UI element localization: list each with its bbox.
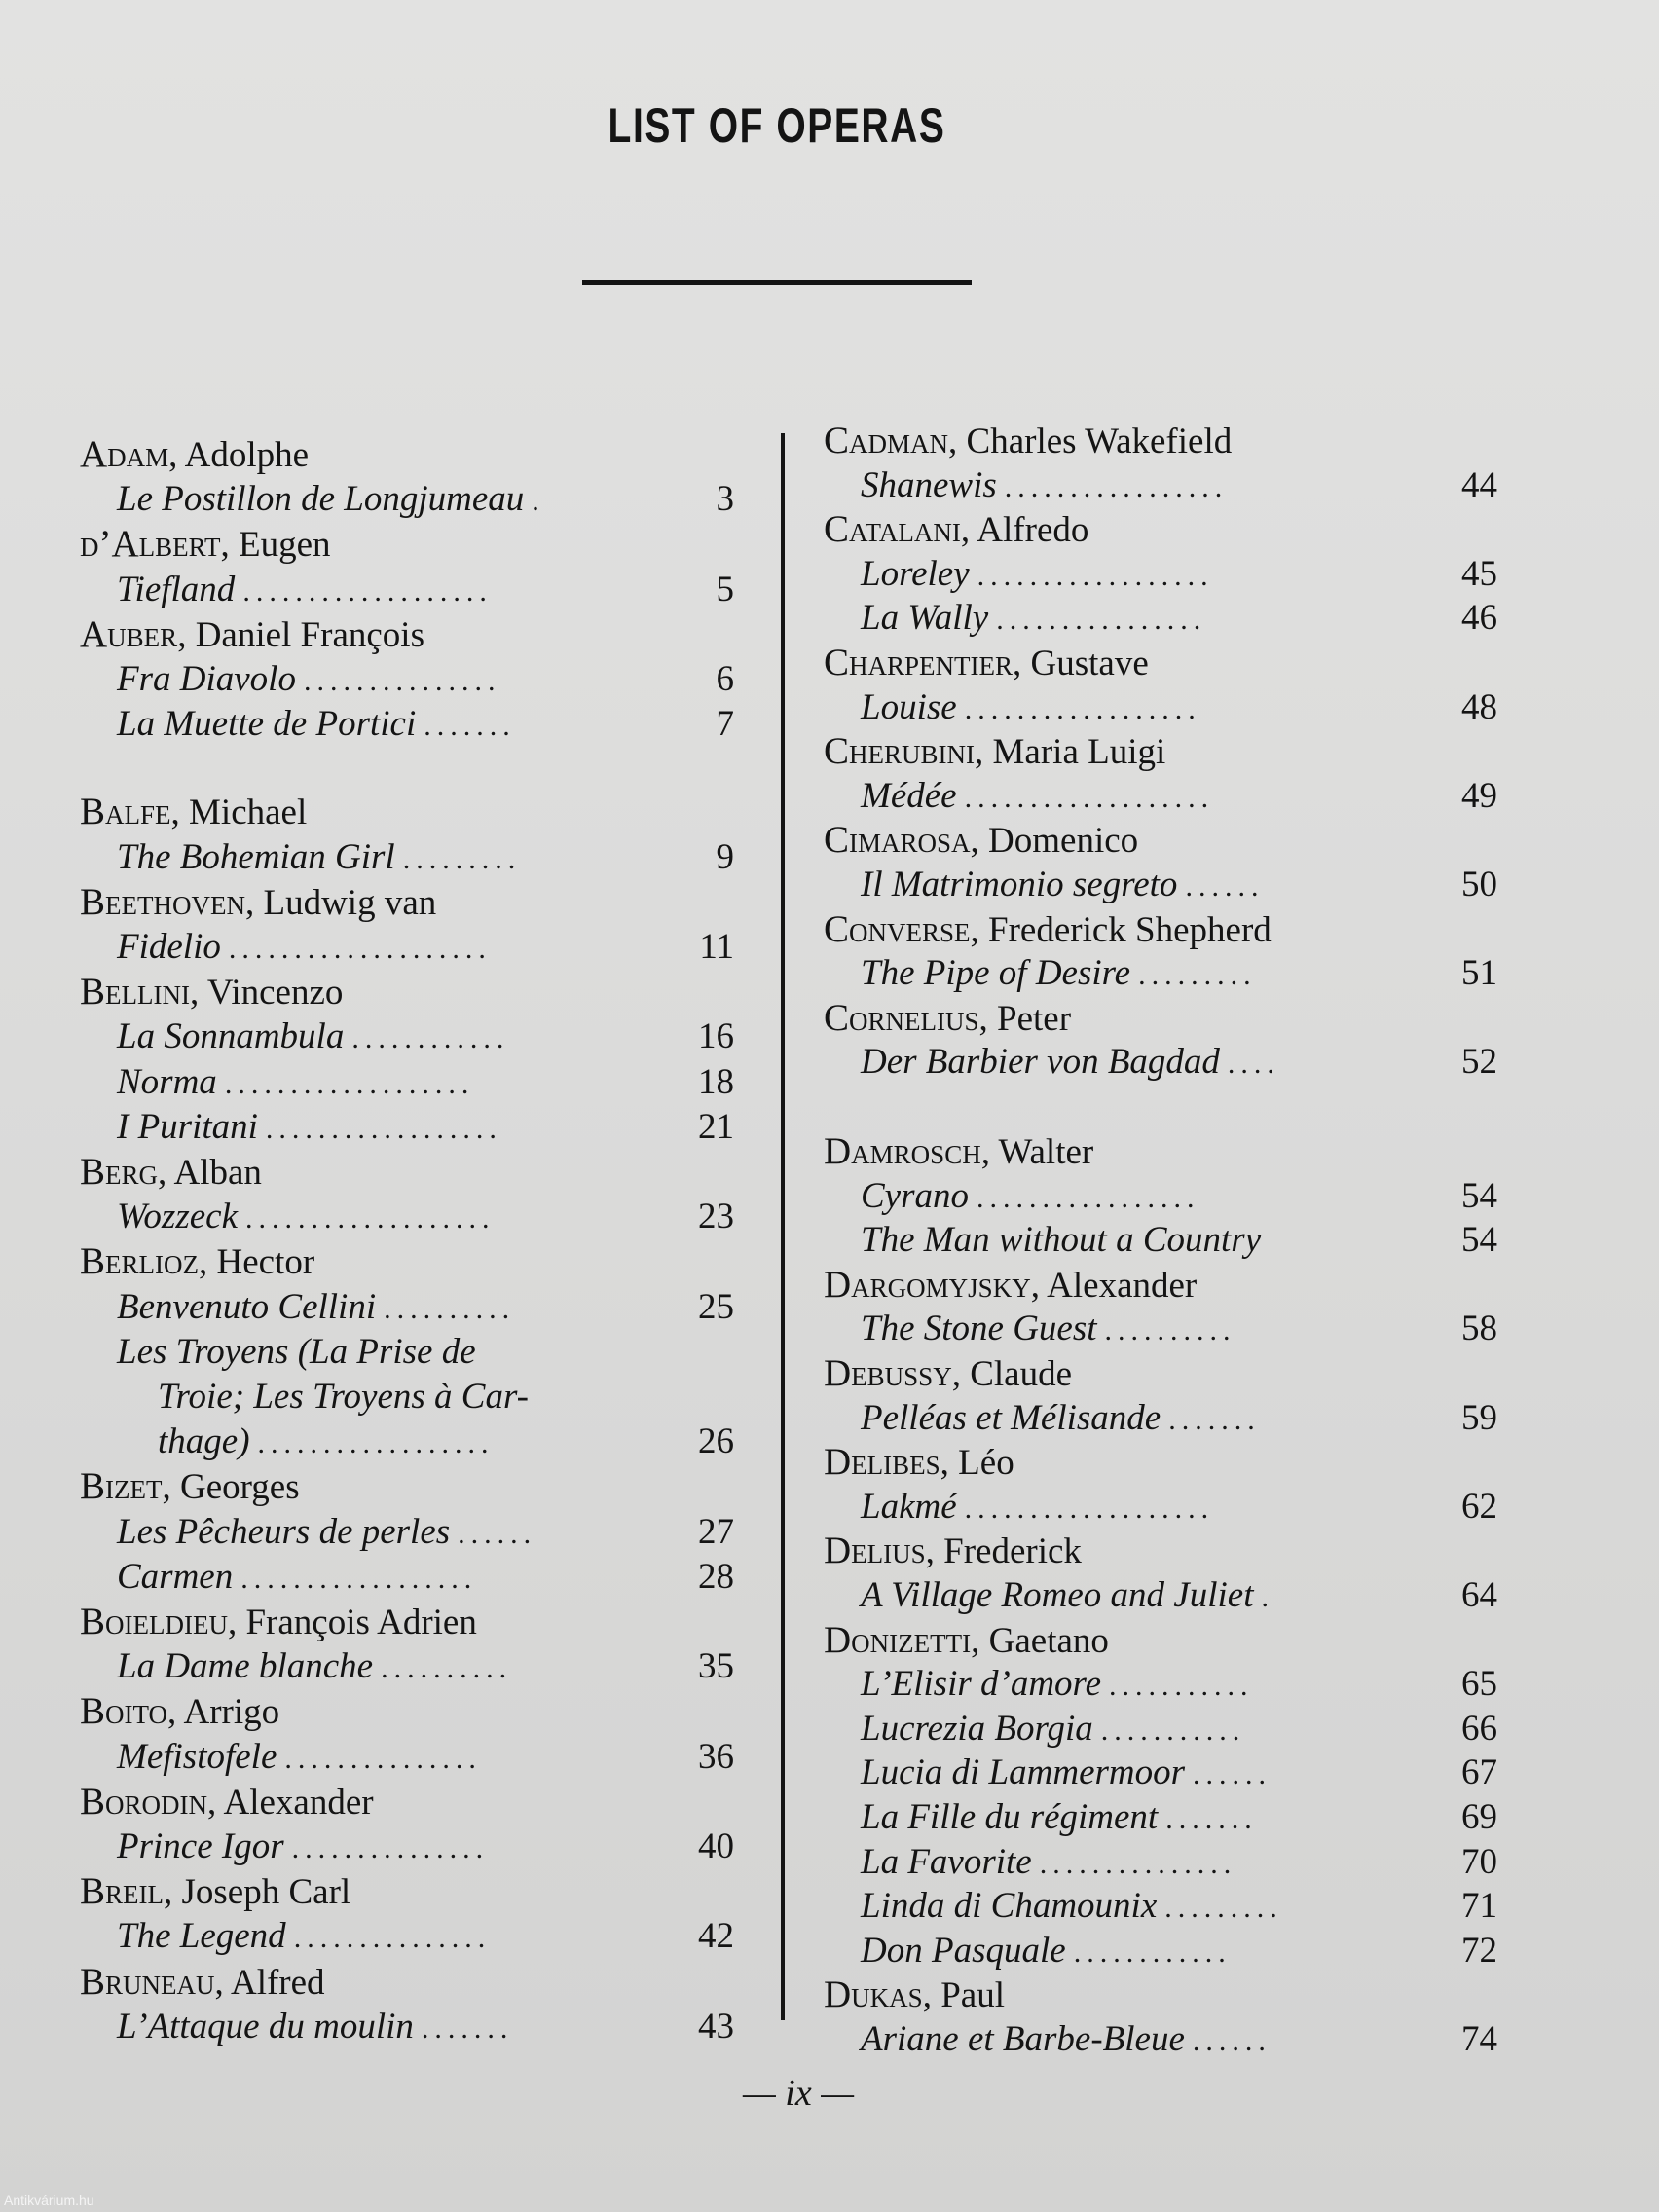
opera-entry [824, 1174, 1497, 1219]
composer-forename: , Gaetano [971, 1620, 1109, 1661]
page-ref: 44 [1461, 464, 1497, 505]
composer-entry [80, 1780, 734, 1825]
composer-forename: , Alfred [214, 1962, 325, 2003]
opera-title: La Fille du régiment [861, 1797, 1159, 1837]
composer-entry [80, 1239, 734, 1284]
page-ref: 18 [698, 1061, 734, 1102]
opera-title: A Village Romeo and Juliet [861, 1575, 1254, 1615]
leader-dots: ....... [421, 2011, 514, 2045]
composer-surname: Dargomyjsky [824, 1263, 1031, 1306]
leader-dots: ......... [402, 842, 522, 875]
opera-title: Shanewis [861, 464, 997, 505]
opera-entry [824, 1040, 1497, 1085]
leader-dots: .......... [381, 1652, 513, 1685]
page-ref: 36 [698, 1736, 734, 1777]
opera-title: Wozzeck [117, 1197, 238, 1237]
composer-entry [824, 729, 1497, 774]
composer-forename: , Alfredo [960, 510, 1089, 551]
composer-forename: , Peter [978, 998, 1072, 1039]
opera-entry [824, 1751, 1497, 1795]
opera-entry [824, 1307, 1497, 1351]
opera-entry [824, 1573, 1497, 1618]
opera-title: Ariane et Barbe-Bleue [861, 2019, 1185, 2059]
opera-title: La Favorite [861, 1841, 1032, 1882]
page-ref: 59 [1461, 1397, 1497, 1438]
composer-entry [80, 880, 734, 925]
column-divider [781, 433, 785, 2020]
opera-entry [80, 1105, 734, 1150]
composer-forename: , Hector [199, 1242, 315, 1283]
leader-dots: ................... [964, 1492, 1215, 1525]
composer-entry [824, 1972, 1497, 2017]
leader-dots: ................... [964, 781, 1215, 814]
composer-entry [80, 1689, 734, 1734]
composer-entry [824, 818, 1497, 863]
composer-entry [80, 1464, 734, 1509]
composer-surname: Delibes [824, 1441, 940, 1484]
opera-title: La Muette de Portici [117, 704, 417, 745]
opera-entry [824, 2017, 1497, 2062]
opera-entry [824, 1840, 1497, 1885]
composer-forename: , Eugen [220, 525, 331, 566]
opera-entry [80, 1510, 734, 1555]
composer-entry [824, 907, 1497, 952]
leader-dots: ............ [351, 1022, 510, 1055]
composer-entry [80, 1600, 734, 1644]
opera-entry [80, 702, 734, 747]
opera-title: Médée [861, 775, 957, 816]
composer-forename: , Vincenzo [189, 973, 344, 1014]
composer-surname: Catalani [824, 508, 961, 551]
page-ref: 16 [698, 1016, 734, 1057]
page-ref: 64 [1461, 1575, 1497, 1615]
opera-title: Troie; Les Troyens à Car- [158, 1377, 529, 1417]
composer-forename: , Frederick Shepherd [970, 909, 1272, 950]
leader-dots: .................. [257, 1427, 495, 1460]
opera-entry [80, 2005, 734, 2049]
leader-dots: .................. [964, 692, 1201, 725]
opera-title: The Pipe of Desire [861, 953, 1131, 994]
opera-entry [824, 1707, 1497, 1751]
composer-surname: Adam [80, 433, 169, 475]
leader-dots: ............... [1039, 1847, 1237, 1880]
opera-entry [80, 1330, 734, 1375]
opera-title: The Bohemian Girl [117, 836, 395, 877]
page-ref: 71 [1461, 1886, 1497, 1927]
composer-forename: , Domenico [970, 821, 1139, 862]
composer-entry [80, 612, 734, 657]
composer-forename: , Alexander [1030, 1265, 1198, 1306]
opera-title: Norma [117, 1061, 217, 1102]
page-ref: 69 [1461, 1797, 1497, 1837]
composer-forename: , Gustave [1013, 644, 1149, 683]
composer-forename: , Joseph Carl [164, 1872, 351, 1913]
opera-entry [80, 1014, 734, 1059]
opera-title: Le Postillon de Longjumeau [117, 479, 525, 520]
page-ref: 35 [698, 1646, 734, 1687]
composer-entry [824, 1440, 1497, 1485]
leader-dots: ............ [1073, 1936, 1232, 1969]
leader-dots: ...... [1192, 2025, 1272, 2057]
opera-title: Pelléas et Mélisande [861, 1397, 1161, 1438]
composer-forename: , Georges [162, 1467, 300, 1508]
composer-forename: , Maria Luigi [975, 732, 1166, 773]
page-ref: 70 [1461, 1841, 1497, 1882]
page-ref: 6 [716, 659, 734, 699]
composer-entry [824, 1351, 1497, 1396]
composer-entry [80, 1960, 734, 2005]
opera-entry [80, 1060, 734, 1105]
composer-surname: Delius [824, 1530, 926, 1572]
composer-surname: Cornelius [824, 996, 979, 1039]
opera-entry [824, 1884, 1497, 1929]
leader-dots: .................... [228, 933, 492, 965]
opera-entry [80, 1375, 734, 1419]
composer-surname: Charpentier [824, 642, 1014, 683]
opera-title: La Sonnambula [117, 1016, 345, 1057]
leader-dots: . [1261, 1581, 1274, 1613]
composer-entry [80, 432, 734, 477]
page-ref: 42 [698, 1916, 734, 1957]
composer-surname: Dukas [824, 1973, 923, 2016]
leader-dots: ...... [458, 1517, 537, 1550]
leader-dots: . [532, 485, 545, 518]
opera-entry [80, 925, 734, 970]
opera-entry [80, 1419, 734, 1464]
composer-surname: Berlioz [80, 1240, 199, 1283]
page-ref: 54 [1461, 1175, 1497, 1216]
composer-entry [80, 970, 734, 1014]
composer-surname: Bruneau [80, 1960, 215, 2003]
leader-dots: ................... [245, 1202, 496, 1235]
leader-dots: ....... [424, 710, 516, 743]
composer-entry [824, 419, 1497, 463]
opera-title: Lucia di Lammermoor [861, 1752, 1186, 1793]
composer-surname: Donizetti [824, 1618, 972, 1661]
composer-surname: Damrosch [824, 1130, 981, 1172]
composer-forename: , Ludwig van [244, 882, 437, 923]
opera-title: L’Elisir d’amore [861, 1664, 1102, 1705]
page-ref: 67 [1461, 1752, 1497, 1793]
leader-dots: ............... [303, 665, 501, 697]
leader-dots: .................. [977, 559, 1214, 592]
opera-title: I Puritani [117, 1106, 258, 1147]
composer-entry [824, 996, 1497, 1041]
page-ref: 25 [698, 1286, 734, 1327]
page-ref: 48 [1461, 686, 1497, 727]
opera-entry [80, 477, 734, 522]
composer-surname: Converse [824, 907, 971, 950]
page-ref: 23 [698, 1197, 734, 1237]
opera-entry [824, 774, 1497, 819]
composer-entry [824, 1529, 1497, 1573]
leader-dots: ................... [224, 1067, 475, 1100]
opera-title: The Legend [117, 1916, 286, 1957]
opera-entry [80, 835, 734, 880]
opera-title: Tiefland [117, 569, 236, 609]
page-ref: 21 [698, 1106, 734, 1147]
page-ref: 3 [716, 479, 734, 520]
page-ref: 27 [698, 1511, 734, 1552]
opera-title: L’Attaque du moulin [117, 2006, 414, 2046]
page-ref: 26 [698, 1421, 734, 1462]
page-ref: 52 [1461, 1042, 1497, 1083]
leader-dots: .......... [1104, 1314, 1236, 1347]
leader-dots: ............... [284, 1742, 482, 1775]
opera-title: La Dame blanche [117, 1646, 374, 1687]
leader-dots: ................ [996, 604, 1207, 637]
opera-entry [824, 1396, 1497, 1441]
page-ref: 5 [716, 569, 734, 609]
composer-entry [80, 1150, 734, 1195]
opera-title: Les Troyens (La Prise de [117, 1331, 476, 1372]
composer-surname: Bellini [80, 971, 190, 1014]
opera-title: Linda di Chamounix [861, 1886, 1158, 1927]
page-ref: 43 [698, 2006, 734, 2046]
opera-entry [824, 1218, 1497, 1263]
opera-entry [824, 596, 1497, 641]
opera-title: Der Barbier von Bagdad [861, 1042, 1220, 1083]
page-ref: 66 [1461, 1708, 1497, 1749]
leader-dots: .................. [265, 1112, 502, 1145]
opera-entry [80, 657, 734, 702]
title-rule [582, 280, 972, 285]
watermark: Antikvárium.hu [4, 2193, 94, 2208]
composer-forename: , Charles Wakefield [948, 422, 1233, 461]
page-ref: 11 [699, 927, 734, 967]
opera-title: Les Pêcheurs de perles [117, 1511, 451, 1552]
opera-title: Benvenuto Cellini [117, 1286, 377, 1327]
page-ref: 54 [1461, 1220, 1497, 1261]
composer-entry [824, 1129, 1497, 1174]
page-ref: 72 [1461, 1930, 1497, 1971]
leader-dots: ...... [1193, 1758, 1272, 1791]
composer-forename: , Adolphe [168, 435, 310, 475]
composer-surname: Boito [80, 1690, 168, 1733]
composer-surname: Cadman [824, 420, 949, 461]
opera-entry [80, 1735, 734, 1780]
composer-forename: , Walter [980, 1132, 1094, 1172]
opera-entry [80, 1285, 734, 1330]
opera-entry [824, 1929, 1497, 1973]
composer-forename: , Arrigo [167, 1692, 280, 1733]
opera-title: Mefistofele [117, 1736, 277, 1777]
composer-surname: Berg [80, 1151, 159, 1193]
page-ref: 65 [1461, 1664, 1497, 1705]
leader-dots: ................. [977, 1181, 1200, 1214]
opera-entry [824, 863, 1497, 907]
opera-title: La Wally [861, 598, 989, 639]
leader-dots: .......... [384, 1292, 516, 1325]
leader-dots: ........... [1100, 1714, 1246, 1747]
composer-surname: Cimarosa [824, 819, 971, 862]
composer-entry [824, 1618, 1497, 1663]
composer-entry [80, 1869, 734, 1914]
leader-dots: ................. [1004, 470, 1229, 503]
leader-dots: .................. [240, 1562, 478, 1595]
opera-entry [80, 568, 734, 612]
leader-dots: .... [1227, 1048, 1280, 1081]
opera-entry [824, 685, 1497, 730]
leader-dots: ........... [1109, 1670, 1254, 1703]
opera-title: Fra Diavolo [117, 659, 296, 699]
composer-surname: Auber [80, 612, 178, 655]
opera-title: Don Pasquale [861, 1930, 1066, 1971]
opera-entry [80, 1825, 734, 1869]
composer-surname: Breil [80, 1870, 164, 1913]
composer-surname: Cherubini [824, 730, 976, 773]
opera-entry [824, 1795, 1497, 1840]
page-ref: 7 [716, 704, 734, 745]
composer-forename: , Frederick [925, 1531, 1082, 1572]
composer-surname: d’Albert [80, 523, 221, 566]
leader-dots: ......... [1164, 1892, 1283, 1925]
page-ref: 50 [1461, 865, 1497, 904]
composer-surname: Borodin [80, 1780, 208, 1823]
page-ref: 62 [1461, 1486, 1497, 1527]
leader-dots: ...... [1185, 870, 1265, 903]
opera-title: Lakmé [861, 1486, 957, 1527]
opera-title: Prince Igor [117, 1826, 284, 1866]
composer-entry [80, 790, 734, 834]
composer-forename: , Alexander [207, 1782, 374, 1823]
leader-dots: ....... [1165, 1803, 1258, 1835]
opera-title: thage) [158, 1421, 250, 1462]
opera-entry [824, 552, 1497, 597]
page-ref: 40 [698, 1826, 734, 1866]
page-ref: 46 [1461, 598, 1497, 639]
composer-forename: , François Adrien [227, 1603, 477, 1642]
leader-dots: ................... [242, 574, 493, 608]
composer-forename: , Daniel François [177, 614, 424, 655]
composer-surname: Beethoven [80, 880, 245, 923]
composer-entry [80, 522, 734, 567]
opera-title: The Stone Guest [861, 1309, 1097, 1349]
opera-title: The Man without a Country [861, 1220, 1262, 1261]
opera-entry [824, 1485, 1497, 1530]
composer-entry [824, 641, 1497, 685]
page-ref: 51 [1461, 953, 1497, 994]
opera-entry [80, 1195, 734, 1239]
leader-dots: ......... [1138, 959, 1257, 992]
opera-entry [80, 1555, 734, 1600]
composer-forename: , Léo [940, 1443, 1014, 1484]
opera-title: Il Matrimonio segreto [861, 865, 1178, 904]
opera-title: Loreley [861, 553, 970, 594]
composer-forename: , Alban [158, 1153, 262, 1193]
opera-title: Louise [861, 686, 957, 727]
composer-entry [824, 1263, 1497, 1308]
page-title: LIST OF OPERAS [608, 98, 946, 153]
leader-dots: ....... [1168, 1403, 1261, 1436]
page-number: — ix — [743, 2073, 854, 2114]
opera-entry [824, 463, 1497, 508]
composer-entry [824, 507, 1497, 552]
composer-forename: , Paul [922, 1975, 1005, 2016]
page-ref: 58 [1461, 1309, 1497, 1349]
opera-title: Cyrano [861, 1175, 969, 1216]
opera-entry [80, 1644, 734, 1689]
opera-title: Carmen [117, 1556, 234, 1597]
page-ref: 74 [1461, 2019, 1497, 2059]
composer-surname: Balfe [80, 791, 171, 833]
opera-entry [824, 1662, 1497, 1707]
leader-dots: ............... [291, 1832, 490, 1864]
opera-entry [824, 951, 1497, 996]
opera-title: Lucrezia Borgia [861, 1708, 1093, 1749]
page-ref: 28 [698, 1556, 734, 1597]
composer-surname: Boieldieu [80, 1601, 228, 1642]
opera-title: Fidelio [117, 927, 221, 967]
composer-forename: , Michael [170, 793, 308, 833]
leader-dots: ............... [293, 1922, 492, 1955]
opera-entry [80, 1914, 734, 1959]
composer-surname: Debussy [824, 1352, 952, 1394]
page-ref: 49 [1461, 775, 1497, 816]
page-ref: 45 [1461, 553, 1497, 594]
composer-forename: , Claude [951, 1354, 1073, 1394]
composer-surname: Bizet [80, 1465, 163, 1508]
page-ref: 9 [716, 836, 734, 877]
